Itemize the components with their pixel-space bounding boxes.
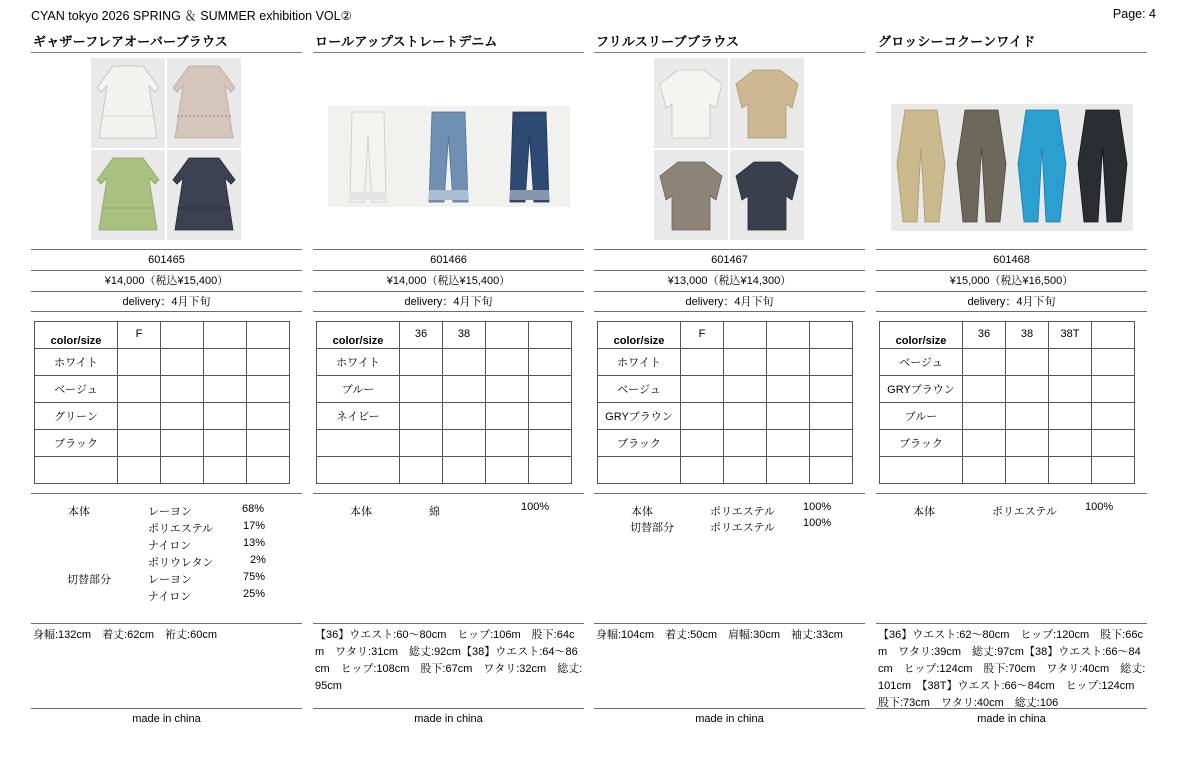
- product-photos: [31, 53, 302, 249]
- material-pct: 100%: [521, 501, 550, 513]
- material-part: 本体: [350, 506, 372, 518]
- color-cell: ネイビー: [317, 403, 400, 430]
- product-photo-blue: [408, 106, 489, 207]
- measurements: 【36】ウエスト:60〜80cm ヒップ:106m 股下:64cm ワタリ:31cm 総丈:92cm【38】ウエスト:64〜86cm ヒップ:108cm 股下:67cm ワタリ:32cm 総丈:95cm: [315, 629, 583, 692]
- materials: [31, 501, 302, 616]
- size-cell: 38T: [1049, 322, 1092, 349]
- product-photo-white: [654, 58, 728, 148]
- country-of-origin: made in china: [414, 713, 483, 725]
- product-photo-black: [1072, 104, 1133, 231]
- size-cell: [724, 322, 767, 349]
- measurements: 身幅:104cm 着丈:50cm 肩幅:30cm 袖丈:33cm: [596, 629, 843, 641]
- material-fiber: 綿: [429, 506, 440, 518]
- product-photos: [594, 53, 865, 249]
- materials: [876, 501, 1147, 616]
- color-cell: ブラック: [880, 430, 963, 457]
- material-pct: 75%: [243, 571, 266, 583]
- size-table-header: color/size: [598, 322, 681, 349]
- divider: [876, 493, 1147, 494]
- size-table-header: color/size: [880, 322, 963, 349]
- country-of-origin: made in china: [977, 713, 1046, 725]
- product-code: 601465: [31, 249, 302, 270]
- divider: [594, 493, 865, 494]
- material-pct: 100%: [1085, 501, 1114, 513]
- material-fiber: ポリエステル: [992, 506, 1058, 518]
- divider: [594, 708, 865, 709]
- product-delivery: delivery：4月下旬: [31, 291, 302, 312]
- product-name: フリルスリーブブラウス: [596, 34, 740, 49]
- color-cell: ホワイト: [598, 349, 681, 376]
- material-pct: 68%: [242, 503, 265, 515]
- size-cell: [161, 322, 204, 349]
- size-cell: [247, 322, 290, 349]
- divider: [876, 623, 1147, 624]
- country-of-origin: made in china: [132, 713, 201, 725]
- color-cell: ベージュ: [35, 376, 118, 403]
- size-cell: F: [681, 322, 724, 349]
- product-photo-black: [167, 150, 241, 240]
- materials: [313, 501, 584, 616]
- product-photo-grybrown: [654, 150, 728, 240]
- color-cell: GRYブラウン: [598, 403, 681, 430]
- measurements: 身幅:132cm 着丈:62cm 裄丈:60cm: [33, 629, 217, 641]
- size-cell: 38: [443, 322, 486, 349]
- material-fiber: ポリエステル: [710, 506, 776, 518]
- divider: [313, 623, 584, 624]
- size-table-header: color/size: [35, 322, 118, 349]
- country-of-origin: made in china: [695, 713, 764, 725]
- divider: [313, 493, 584, 494]
- color-cell: ブルー: [880, 403, 963, 430]
- material-fiber: レーヨン: [148, 506, 192, 518]
- divider: [31, 623, 302, 624]
- measurements: 【36】ウエスト:62〜80cm ヒップ:120cm 股下:66cm ワタリ:39cm 総丈:97cm【38】ウエスト:66〜84cm ヒップ:124cm 股下:70cm ワタリ:40cm 総丈:101cm 【38T】ウエスト:66〜84cm ヒップ:124cm 股下:73cm ワタリ:40cm 総丈:106: [878, 629, 1146, 709]
- material-fiber: レーヨン: [148, 574, 192, 586]
- color-cell: GRYブラウン: [880, 376, 963, 403]
- color-cell: ホワイト: [317, 349, 400, 376]
- document-title: CYAN tokyo 2026 SPRING ＆ SUMMER exhibition VOL②: [31, 9, 352, 23]
- size-cell: [810, 322, 853, 349]
- product-photo-navy: [489, 106, 570, 207]
- color-cell: ブラック: [35, 430, 118, 457]
- size-table: [597, 321, 853, 484]
- size-table: [316, 321, 572, 484]
- color-cell: [317, 457, 400, 484]
- divider: [594, 623, 865, 624]
- product-price: ¥14,000（税込¥15,400）: [313, 270, 584, 291]
- material-part: 本体: [913, 506, 935, 518]
- color-cell: ブルー: [317, 376, 400, 403]
- size-table-header: color/size: [317, 322, 400, 349]
- material-pct: 100%: [803, 517, 832, 529]
- product-name: ギャザーフレアオーバーブラウス: [33, 34, 229, 49]
- material-pct: 25%: [243, 588, 266, 600]
- size-cell: [529, 322, 572, 349]
- color-cell: [880, 457, 963, 484]
- material-part: 本体: [631, 506, 653, 518]
- size-cell: [486, 322, 529, 349]
- divider: [876, 708, 1147, 709]
- size-table: [879, 321, 1135, 484]
- material-part: 本体: [68, 506, 90, 518]
- product-photos: [313, 53, 584, 249]
- material-fiber: ポリウレタン: [148, 557, 214, 569]
- product-name: グロッシーコクーンワイド: [878, 34, 1036, 49]
- material-pct: 2%: [250, 554, 266, 566]
- color-cell: グリーン: [35, 403, 118, 430]
- product-code: 601468: [876, 249, 1147, 270]
- materials: [594, 501, 865, 616]
- size-cell: [204, 322, 247, 349]
- size-table: [34, 321, 290, 484]
- color-cell: [598, 457, 681, 484]
- product-photo-beige: [730, 58, 804, 148]
- product-price: ¥14,000（税込¥15,400）: [31, 270, 302, 291]
- material-fiber: ポリエステル: [710, 522, 776, 534]
- size-cell: F: [118, 322, 161, 349]
- divider: [31, 708, 302, 709]
- product-card: [313, 31, 584, 751]
- divider: [31, 493, 302, 494]
- divider: [313, 708, 584, 709]
- color-cell: ブラック: [598, 430, 681, 457]
- material-part: 切替部分: [67, 574, 111, 586]
- material-pct: 17%: [243, 520, 266, 532]
- color-cell: [317, 430, 400, 457]
- material-fiber: ポリエステル: [148, 523, 214, 535]
- product-name: ロールアップストレートデニム: [315, 34, 498, 49]
- material-part: 切替部分: [630, 522, 674, 534]
- size-cell: 38: [1006, 322, 1049, 349]
- material-fiber: ナイロン: [148, 540, 192, 552]
- product-card: [31, 31, 302, 751]
- material-pct: 13%: [243, 537, 266, 549]
- color-cell: ホワイト: [35, 349, 118, 376]
- product-photo-white: [328, 106, 408, 207]
- product-photo-white: [91, 58, 165, 148]
- product-price: ¥15,000（税込¥16,500）: [876, 270, 1147, 291]
- size-cell: 36: [400, 322, 443, 349]
- product-photo-black: [730, 150, 804, 240]
- product-photos: [876, 53, 1147, 249]
- color-cell: ベージュ: [598, 376, 681, 403]
- size-cell: [1092, 322, 1135, 349]
- color-cell: [35, 457, 118, 484]
- material-fiber: ナイロン: [148, 591, 192, 603]
- product-delivery: delivery：4月下旬: [876, 291, 1147, 312]
- product-delivery: delivery：4月下旬: [594, 291, 865, 312]
- color-cell: ベージュ: [880, 349, 963, 376]
- product-photo-green: [91, 150, 165, 240]
- size-cell: 36: [963, 322, 1006, 349]
- product-delivery: delivery：4月下旬: [313, 291, 584, 312]
- material-pct: 100%: [803, 501, 832, 513]
- product-photo-beige: [167, 58, 241, 148]
- page-number: Page: 4: [1112, 7, 1156, 21]
- product-price: ¥13,000（税込¥14,300）: [594, 270, 865, 291]
- product-code: 601467: [594, 249, 865, 270]
- product-photo-blue: [1012, 104, 1072, 231]
- product-photo-grybrown: [951, 104, 1012, 231]
- product-code: 601466: [313, 249, 584, 270]
- product-card: [594, 31, 865, 751]
- product-card: [876, 31, 1147, 751]
- product-photo-beige: [891, 104, 951, 231]
- size-cell: [767, 322, 810, 349]
